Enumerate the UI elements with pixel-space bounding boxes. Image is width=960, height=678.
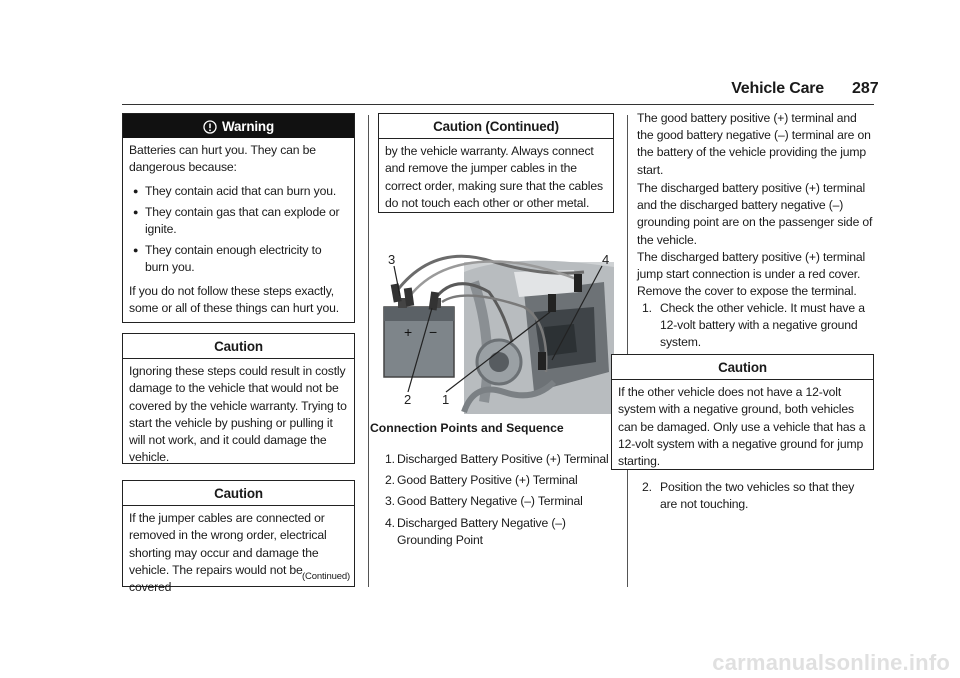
callout-4: 4 xyxy=(602,252,610,267)
paragraph-red-cover: The discharged battery positive (+) terminal jump start connection is under a red cover. Remove the cover to expose the terminal. xyxy=(637,250,866,299)
list-text: Good Battery Negative (–) Terminal xyxy=(397,494,583,509)
figure-caption: Connection Points and Sequence xyxy=(370,421,564,435)
caution-header: Caution xyxy=(612,355,873,380)
paragraph-discharged-terminals: The discharged battery positive (+) terminal and the discharged battery negative (–) grounding point are on the passenger side of the vehicle. xyxy=(637,181,873,247)
list-text: Discharged Battery Positive (+) Terminal xyxy=(397,452,609,466)
caution-body: If the jumper cables are connected or removed in the wrong order, electrical shorting may occur and damage the vehicle. The repairs would not be covered xyxy=(129,511,327,595)
column-divider-right xyxy=(627,115,628,587)
list-number: 1. xyxy=(385,452,395,466)
caution-body: Ignoring these steps could result in costly damage to the vehicle that would not be covered by the vehicle warranty. Trying to start the vehicle by pushing or pulling it will not work, and it could damage the vehicle. xyxy=(129,364,347,465)
warning-header xyxy=(123,114,354,138)
caution-header: Caution xyxy=(123,334,354,359)
warning-icon xyxy=(203,120,217,134)
paragraph-good-battery: The good battery positive (+) terminal and the good battery negative (–) terminal are on the battery of the vehicle providing the jump start. xyxy=(637,111,871,177)
list-number: 2. xyxy=(385,473,395,488)
header-rule xyxy=(122,104,874,105)
list-item xyxy=(385,493,610,510)
caution-box-3 xyxy=(611,354,874,470)
warning-closing: If you do not follow these steps exactly, some or all of these things can hurt you. xyxy=(129,283,339,315)
list-text: Good Battery Positive (+) Terminal xyxy=(397,473,578,488)
list-number: 3. xyxy=(385,494,395,509)
page-number: 287 xyxy=(852,80,879,97)
svg-text:−: − xyxy=(429,324,438,340)
continued-tag: (Continued) xyxy=(302,570,350,582)
caution-continued-body: by the vehicle warranty. Always connect and remove the jumper cables in the correct order, making sure that the cables do not touch each other or other metal. xyxy=(385,144,603,210)
warning-bullet: ● They contain gas that can explode or ignite. xyxy=(129,204,348,238)
caution-box-2 xyxy=(122,480,355,595)
warning-bullet: ● They contain enough electricity to burn you. xyxy=(129,242,348,276)
caution-continued-box xyxy=(378,113,614,213)
step-text: Position the two vehicles so that they are not touching. xyxy=(660,480,855,512)
step-1 xyxy=(640,300,874,352)
caution-box-1 xyxy=(122,333,355,464)
list-number: 4. xyxy=(385,515,395,530)
section-title: Vehicle Care xyxy=(731,80,824,97)
warning-body xyxy=(123,138,354,329)
callout-1: 1 xyxy=(442,392,450,407)
warning-box xyxy=(122,113,355,323)
step-text: Check the other vehicle. It must have a 12-volt battery with a negative ground system. xyxy=(660,301,865,350)
list-text: Discharged Battery Negative (–) Grounding Point xyxy=(397,515,566,547)
callout-3: 3 xyxy=(388,252,396,267)
list-item xyxy=(385,515,610,549)
watermark-text: carmanualsonline.info xyxy=(712,650,950,675)
list-item xyxy=(385,472,610,489)
warning-title: Warning xyxy=(221,119,274,134)
warning-bullet: ● They contain acid that can burn you. xyxy=(129,183,348,200)
engine-bay-illustration xyxy=(374,252,614,414)
step-number: 1. xyxy=(642,301,652,315)
warning-bullet-list xyxy=(129,183,348,277)
caution-header: Caution xyxy=(123,481,354,506)
warning-intro: Batteries can hurt you. They can be dangerous because: xyxy=(129,143,316,175)
step-2 xyxy=(640,479,874,513)
caution-continued-header: Caution (Continued) xyxy=(379,114,613,139)
svg-text:+: + xyxy=(404,324,413,340)
jump-start-diagram xyxy=(374,252,614,414)
list-item xyxy=(385,451,610,468)
caution-body: If the other vehicle does not have a 12-volt system with a negative ground, both vehicles can be damaged. Only use a vehicle that has a 12-volt system with a negative ground for jump starting. xyxy=(618,385,866,469)
column-divider-left xyxy=(368,115,369,587)
callout-2: 2 xyxy=(404,392,412,407)
step-number: 2. xyxy=(642,480,652,494)
footer xyxy=(0,640,960,678)
sequence-list xyxy=(385,451,610,553)
